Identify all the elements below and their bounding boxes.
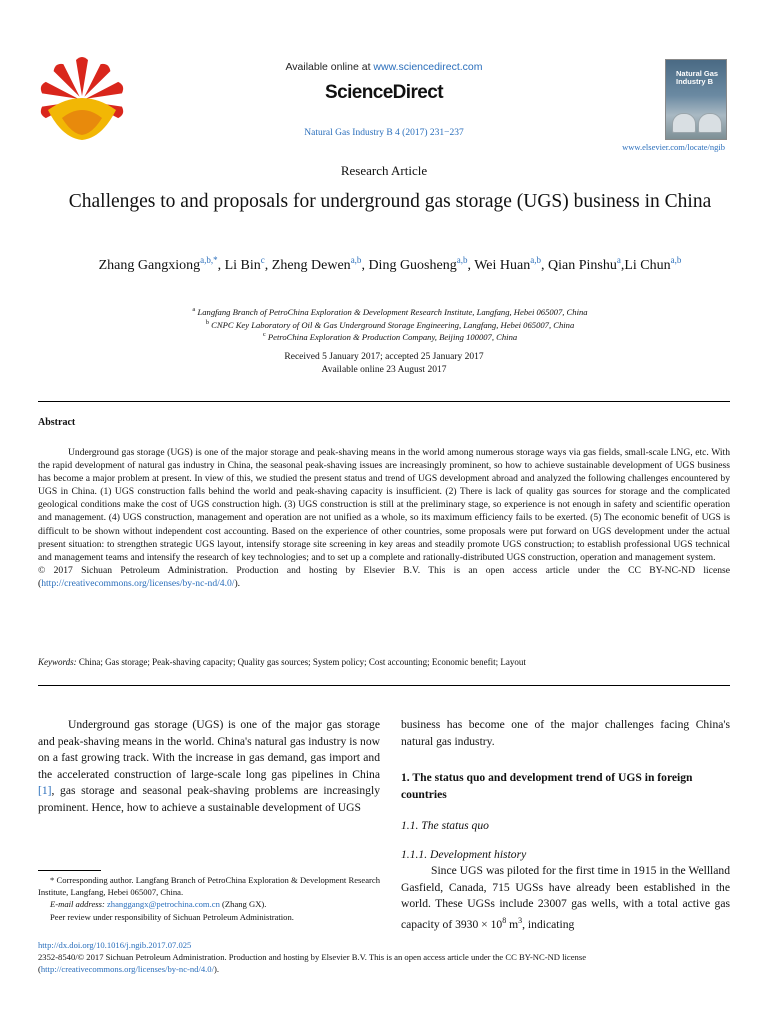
author-affiliation-marker: a,b bbox=[456, 255, 468, 265]
license-link[interactable]: http://creativecommons.org/licenses/by-nc-nd/4.0/ bbox=[41, 577, 235, 589]
copyright-text: © 2017 Sichuan Petroleum Administration. Production and hosting by Elsevier B.V. This is an open access article under the CC BY-NC-ND license ( bbox=[38, 564, 730, 589]
author-name[interactable]: Zhang Gangxiong bbox=[98, 258, 201, 273]
cover-tank-shape bbox=[698, 113, 722, 133]
affiliation-text: CNPC Key Laboratory of Oil & Gas Underground Storage Engineering, Langfang, Hebei 065007, China bbox=[211, 319, 575, 330]
subsubsection-heading: 1.1.1. Development history bbox=[401, 848, 527, 861]
page-footer bbox=[38, 939, 730, 975]
author-separator: , bbox=[541, 258, 548, 273]
subsection-heading: 1.1. The status quo bbox=[401, 819, 489, 832]
article-type: Research Article bbox=[340, 163, 428, 178]
author-separator: , bbox=[620, 258, 625, 273]
available-online-date: Available online 23 August 2017 bbox=[321, 364, 447, 375]
journal-url[interactable]: www.elsevier.com/locate/ngib bbox=[622, 142, 725, 152]
exponent: 3 bbox=[518, 915, 523, 925]
affiliation-marker: a bbox=[192, 306, 196, 313]
doi-link[interactable]: http://dx.doi.org/10.1016/j.ngib.2017.07.025 bbox=[38, 940, 192, 950]
license-line: (http://creativecommons.org/licenses/by-nc-nd/4.0/). bbox=[38, 964, 219, 974]
keywords-list: China; Gas storage; Peak-shaving capacity; Quality gas sources; System policy; Cost accounting; Economic benefit; Layout bbox=[76, 657, 526, 667]
affiliation-text: PetroChina Exploration & Production Company, Beijing 100007, China bbox=[267, 332, 518, 342]
intro-paragraph bbox=[38, 717, 380, 817]
author-affiliation-marker: a,b, bbox=[200, 255, 214, 265]
author-affiliation-marker: a,b bbox=[670, 255, 682, 265]
sciencedirect-link[interactable]: www.sciencedirect.com bbox=[373, 61, 483, 73]
cover-tank-shape bbox=[672, 113, 696, 133]
development-history-paragraph bbox=[401, 863, 730, 933]
author-affiliation-marker: a,b bbox=[350, 255, 362, 265]
copyright-end: ). bbox=[234, 577, 241, 589]
email-link[interactable]: zhanggangx@petrochina.com.cn bbox=[106, 899, 220, 910]
journal-citation[interactable]: Natural Gas Industry B 4 (2017) 231−237 bbox=[304, 128, 464, 138]
abstract-copyright bbox=[38, 564, 730, 590]
author-affiliation-marker: a bbox=[616, 255, 621, 265]
author-name[interactable]: Zheng Dewen bbox=[271, 258, 351, 273]
author-name[interactable]: Li Chun bbox=[624, 258, 671, 273]
intro-text-a: Underground gas storage (UGS) is one of the major gas storage and peak-shaving means in the world. China's natural gas industry is now on a fast growing track. With the increase in gas demand, gas import and the accelerated construction of large-scale long gas pipelines in China bbox=[38, 718, 380, 781]
sciencedirect-brand: ScienceDirect bbox=[325, 82, 443, 103]
keywords bbox=[38, 656, 730, 668]
available-online bbox=[0, 61, 768, 73]
abstract-heading: Abstract bbox=[38, 417, 76, 428]
dev-text-b: m bbox=[506, 917, 519, 931]
exponent: 8 bbox=[502, 915, 507, 925]
affiliation-marker: c bbox=[262, 331, 266, 338]
corresponding-author-star[interactable]: * bbox=[213, 255, 218, 265]
article-title: Challenges to and proposals for underground gas storage (UGS) business in China bbox=[68, 191, 712, 212]
footnote-rule bbox=[38, 870, 101, 871]
author-affiliation-marker: c bbox=[260, 255, 265, 265]
section-heading: 1. The status quo and development trend of UGS in foreign countries bbox=[401, 771, 693, 801]
footnotes bbox=[38, 874, 380, 923]
author-affiliation-marker: a,b bbox=[530, 255, 541, 265]
cover-title-line-2: Industry B bbox=[676, 77, 714, 86]
author-name[interactable]: Ding Guosheng bbox=[368, 258, 457, 273]
received-date: Received 5 January 2017; accepted 25 January 2017 bbox=[284, 352, 484, 362]
author-separator: , bbox=[361, 258, 369, 273]
keywords-label: Keywords: bbox=[38, 657, 77, 667]
available-prefix: Available online at bbox=[285, 61, 374, 73]
affiliation-b bbox=[40, 319, 740, 332]
affiliation-text: Langfang Branch of PetroChina Exploration & Development Research Institute, Langfang, Hebei 065007, China bbox=[197, 307, 588, 317]
abstract bbox=[38, 446, 730, 590]
cover-title-line-1: Natural Gas bbox=[676, 69, 719, 78]
affiliation-marker: b bbox=[205, 318, 209, 326]
peer-review-note: Peer review under responsibility of Sichuan Petroleum Administration. bbox=[50, 911, 294, 922]
affiliation-c bbox=[40, 331, 740, 344]
affiliation-a bbox=[40, 306, 740, 319]
footer-license-link[interactable]: http://creativecommons.org/licenses/by-nc-nd/4.0/ bbox=[40, 964, 214, 974]
email-note bbox=[38, 898, 380, 910]
intro-text-b: , gas storage and seasonal peak-shaving problems are increasingly prominent. Hence, how to achieve a sustainable development of UGS bbox=[38, 784, 380, 814]
author-separator: , bbox=[467, 258, 475, 273]
dev-text-a: Since UGS was piloted for the first time in 1915 in the Wellland Gasfield, Canada, 715 UGSs have already been established in the world. These UGSs include 23007 gas wells, with a total active gas capacity of 3930 × 10 bbox=[401, 864, 730, 931]
abstract-top-rule bbox=[38, 401, 730, 402]
reference-link[interactable]: [1] bbox=[38, 784, 52, 798]
issn-line: 2352-8540/© 2017 Sichuan Petroleum Administration. Production and hosting by Elsevier B.V. This is an open access article under the CC BY-NC-ND license bbox=[38, 952, 587, 962]
abstract-body: Underground gas storage (UGS) is one of the major storage and peak-shaving means in the world among numerous storage ways via gas fields, small-scale LNG, etc. With the rapid development of natural gas industry in China, the seasonal peak-shaving issues are increasingly prominent, so how to achieve sustainable development of UGS business has become a major problem at present. In view of this, we studied the present status and trend of UGS development abroad and analyzed the following challenges encountered by UGS in China. (1) UGS construction falls behind the world and peak-shaving capacity is insufficient. (2) There is lack of quality gas sources for storage and the complicated geological conditions make the cost of UGS construction high. (3) UGS construction is still at the preliminary stage, so experience is not enough in safety and scientific operation and management. (4) UGS construction, management and operation are not unified as a whole, so its maximum efficiency fails to be exerted. (5) The economic benefit of UGS is difficult to be shown without independent cost accounting. Based on the experience of other countries, some proposals were put forward on UGS development under the actual present situation: to strengthen strategic UGS layout, intensify storage site screening in key areas and steadily promote UGS construction; to establish professional UGS technical and management teams and intensify the research of key technologies; and to set up a complete and rationally-distributed UGS construction, operation and management system. bbox=[38, 447, 730, 563]
journal-cover-image[interactable] bbox=[665, 59, 727, 140]
corresponding-author-note: * Corresponding author. Langfang Branch of PetroChina Exploration & Development Research Institute, Langfang, Hebei 065007, China. bbox=[38, 875, 380, 898]
author-separator: , bbox=[217, 258, 225, 273]
affiliations bbox=[40, 306, 740, 344]
email-label: E-mail address: bbox=[50, 899, 107, 910]
author-name[interactable]: Li Bin bbox=[224, 258, 261, 273]
intro-continuation: business has become one of the major challenges facing China's natural gas industry. bbox=[401, 718, 730, 748]
author-separator: , bbox=[264, 258, 272, 273]
email-suffix: (Zhang GX). bbox=[219, 899, 267, 910]
cover-title bbox=[676, 70, 718, 86]
author-name[interactable]: Qian Pinshu bbox=[548, 258, 617, 273]
dev-text-c: , indicating bbox=[522, 917, 575, 931]
abstract-bottom-rule bbox=[38, 685, 730, 686]
article-dates bbox=[0, 351, 768, 376]
author-name[interactable]: Wei Huan bbox=[474, 258, 531, 273]
author-list bbox=[40, 256, 740, 276]
